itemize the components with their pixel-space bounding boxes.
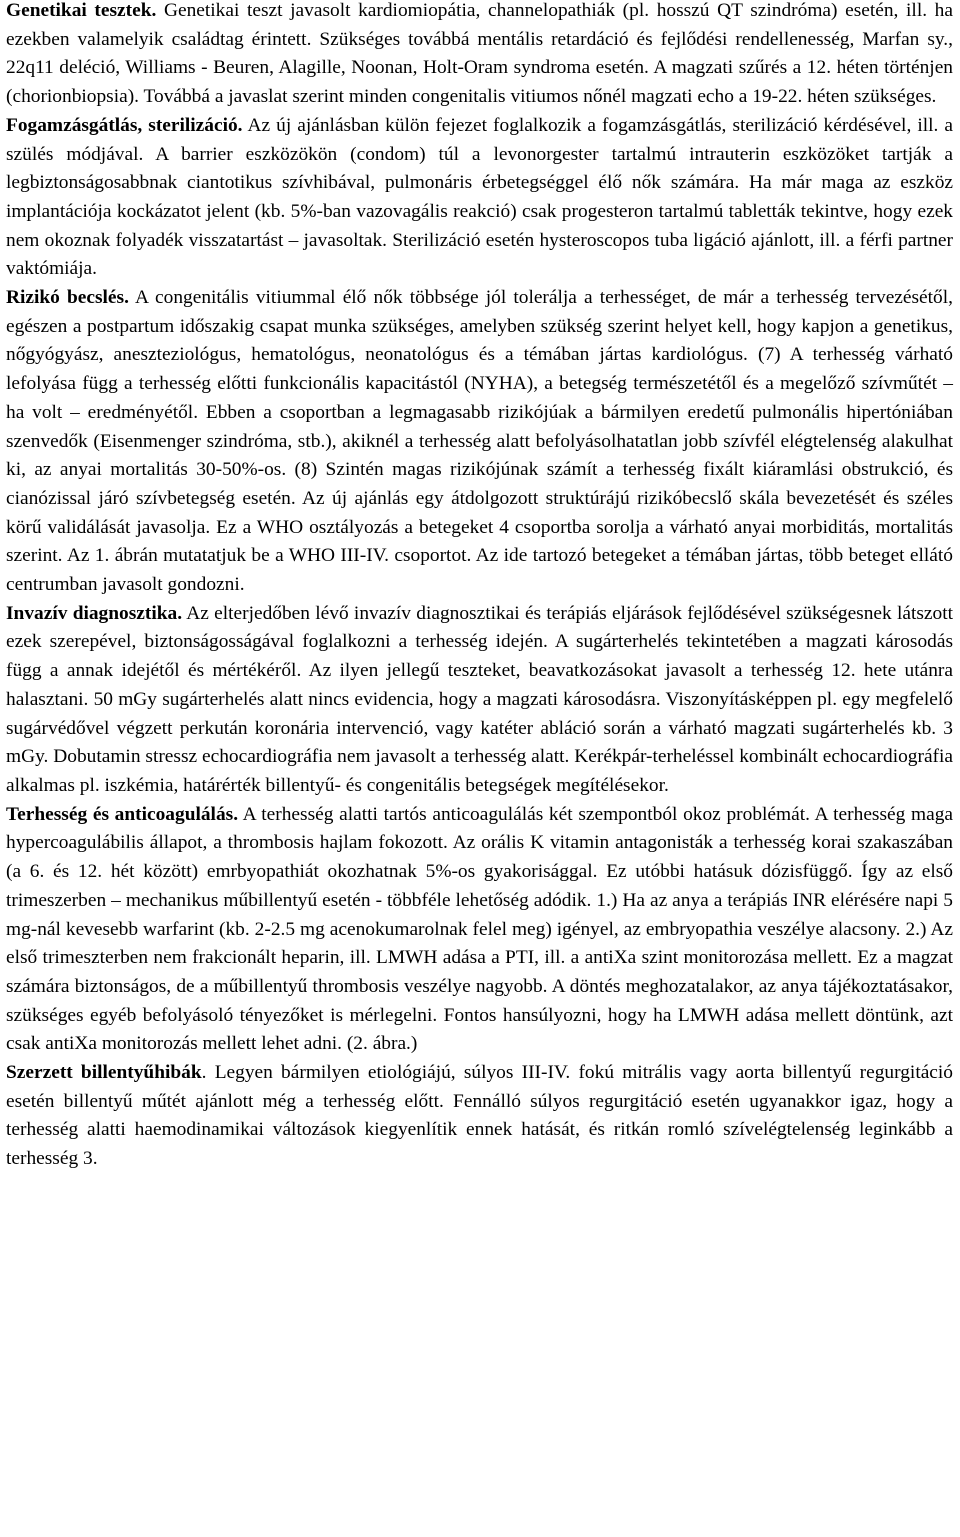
section-acquired-valve-disease <box>6 1059 953 1174</box>
section-heading: Rizikó becslés. <box>6 287 129 309</box>
section-body: A terhesség alatti tartós anticoagulálás két szempontból okoz problémát. A terhesség maga hypercoagulábilis állapot, a thrombosis hajlam fokozott. Az orális K vitamin antagonisták a terhesség korai szakaszában (a 6. és 12. hét között) emrbyopathiát okozhatnak 5%-os gyakorisággal. Ez utóbbi hatásuk dózisfüggő. Így az első trimeszerben – mechanikus műbillentyű esetén - többféle lehetőség adódik. 1.) Ha az anya a terápiás INR elérésére napi 5 mg-nál kevesebb warfarint (kb. 2-2.5 mg acenokumarolnak felel meg) igényel, az embryopathia veszélye alacsony. 2.) Az első trimeszterben nem frakcionált heparin, ill. LMWH adása a PTI, ill. a antiXa szint monitorozása mellett. Ez a magzat számára biztonságos, de a műbillentyű thrombosis veszélye nagyobb. A döntés meghozatalakor, az anya tájékoztatásakor, szükséges egyéb befolyásoló tényezőket is mérlegelni. Fontos hansúlyozni, hogy ha LMWH adása mellett döntünk, azt csak antiXa monitorozás mellett lehet adni. (2. ábra.) <box>6 803 954 1055</box>
section-body: Az új ajánlásban külön fejezet foglalkozik a fogamzásgátlás, sterilizáció kérdésével, ill. a szülés módjával. A barrier eszközökön (condom) túl a levonorgester tartalmú intrauterin eszközöket tartják a legbiztonságosabbnak ciantotikus szívhibával, pulmonáris érbetegséggel élő nők számára. Ha már maga az eszköz implantációja kockázatot jelent (kb. 5%-ban vazovagális reakció) csak progesteron tartalmú tabletták tekintve, hogy ezek nem okoznak folyadék visszatartást – javasoltak. Sterilizáció esetén hysteroscopos tuba ligáció ajánlott, ill. a férfi partner vaktómiája. <box>6 114 953 280</box>
section-body: . Legyen bármilyen etiológiájú, súlyos III-IV. fokú mitrális vagy aorta billentyű regurgitáció esetén billentyű műtét ajánlott még a terhesség előtt. Fennálló súlyos regurgitáció esetén ugyanakkor igaz, hogy a terhesség alatti haemodinamikai változások kiegyenlítik ennek hatását, és ritkán romló szívelégtelenség leginkább a terhesség 3. <box>6 1062 953 1170</box>
section-heading: Genetikai tesztek. <box>6 0 157 21</box>
section-body: Genetikai teszt javasolt kardiomiopátia, channelopathiák (pl. hosszú QT szindróma) esetén, ill. ha ezekben valamelyik családtag érintett. Szükséges továbbá mentális retardáció és fejlődési rendellenesség, Marfan sy., 22q11 deléció, Williams - Beuren, Alagille, Noonan, Holt-Oram syndroma esetén. A magzati szűrés a 12. héten történjen (chorionbiopsia). Továbbá a javaslat szerint minden congenitalis vitiumos nőnél magzati echo a 19-22. héten szükséges. <box>6 0 953 108</box>
section-heading: Invazív diagnosztika. <box>6 602 183 624</box>
section-heading: Terhesség és anticoagulálás. <box>6 803 239 825</box>
section-genetic-tests <box>6 0 953 112</box>
section-risk-assessment <box>6 284 953 600</box>
section-heading: Fogamzásgátlás, sterilizáció. <box>6 114 243 136</box>
section-invasive-diagnostics <box>6 600 953 801</box>
section-heading: Szerzett billentyűhibák <box>6 1062 202 1084</box>
section-body: Az elterjedőben lévő invazív diagnosztikai és terápiás eljárások fejlődésével szükségesnek látszott ezek szerepével, biztonságosságával foglalkozni a terhesség idején. A sugárterhelés tekintetében a magzati károsodás függ a annak idejétől és mértékéről. Az ilyen jellegű teszteket, beavatkozásokat javasolt a terhesség 12. hete utánra halasztani. 50 mGy sugárterhelés alatt nincs evidencia, hogy a magzati károsodásra. Viszonyításképpen pl. egy megfelelő sugárvédővel végzett perkután koronária intervenció, vagy katéter abláció során a várható magzati sugárterhelés kb. 3 mGy. Dobutamin stressz echocardiográfia nem javasolt a terhesség alatt. Kerékpár-terheléssel kombinált echocardiográfia alkalmas pl. iszkémia, határérték billentyű- és congenitális betegségek megítélésekor. <box>6 602 953 796</box>
section-contraception <box>6 112 953 284</box>
section-pregnancy-anticoagulation <box>6 801 953 1059</box>
section-body: A congenitális vitiummal élő nők többsége jól tolerálja a terhességet, de már a terhesség tervezésétől, egészen a postpartum időszakig csapat munka szükséges, amelyben szükség szerint helyet kell, hogy kapjon a genetikus, nőgyógyász, aneszteziológus, hematológus, neonatológus és a témában jártas kardiológus. (7) A terhesség várható lefolyása függ a terhesség előtti funkcionális kapacitástól (NYHA), a betegség természetétől és a megelőző szívműtét – ha volt – eredményétől. Ebben a csoportban a legmagasabb rizikójúak a bármilyen eredetű pulmonális hipertóniában szenvedők (Eisenmenger szindróma, stb.), akiknél a terhesség alatt befolyásolhatatlan jobb szívfél elégtelenség alakulhat ki, az anyai mortalitás 30-50%-os. (8) Szintén magas rizikójúnak számít a terhesség fixált kiáramlási obstrukció, és cianózissal járó szívbetegség esetén. Az új ajánlás egy átdolgozott struktúrájú rizikóbecslő skála bevezetését és széles körű validálását javasolja. Ez a WHO osztályozás a betegeket 4 csoportba sorolja a várható anyai morbiditás, mortalitás szerint. Az 1. ábrán mutatatjuk be a WHO III-IV. csoportot. Az ide tartozó betegeket a témában jártas, több beteget ellátó centrumban javasolt gondozni. <box>6 287 953 596</box>
